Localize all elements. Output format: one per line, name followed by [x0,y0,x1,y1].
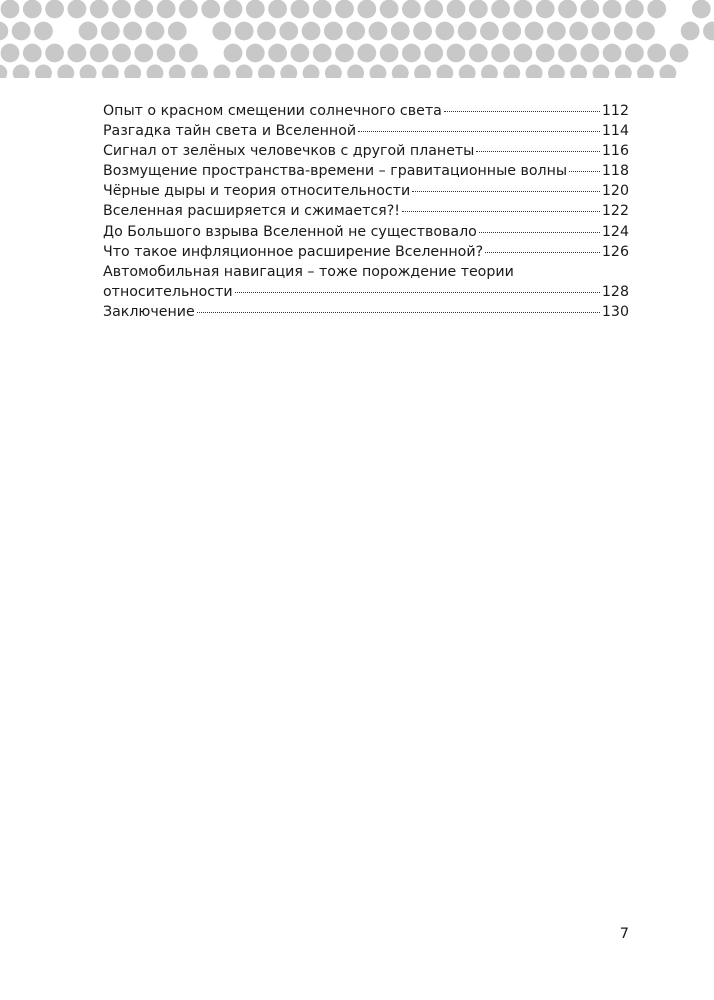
decorative-dot [580,44,599,63]
decorative-dot [201,0,220,18]
decorative-dot [80,65,97,78]
decorative-dot [35,65,52,78]
toc-entry[interactable] [103,141,629,161]
decorative-dot [592,22,611,41]
decorative-dot [302,22,321,41]
decorative-dot [369,65,386,78]
decorative-dot [536,44,555,63]
decorative-dot [380,44,399,63]
decorative-dot [592,65,609,78]
decorative-dot [168,22,187,41]
decorative-dot [146,22,165,41]
decorative-dot [313,44,332,63]
decorative-dot [101,22,120,41]
decorative-dot [68,0,87,18]
decorative-dot [224,44,243,63]
decorative-dot [134,44,153,63]
decorative-dot [179,44,198,63]
decorative-dot [424,44,443,63]
decorative-dot [469,0,488,18]
decorative-dot [0,22,8,41]
toc-entry[interactable] [103,121,629,141]
decorative-dot [279,22,298,41]
decorative-dot [647,44,666,63]
decorative-dot [459,65,476,78]
toc-entry[interactable] [103,222,629,242]
decorative-dot [79,22,98,41]
toc-dot-leader [476,151,600,152]
toc-entry-title: Чёрные дыры и теория относительности [103,183,411,200]
decorative-dot [357,0,376,18]
decorative-dot [402,44,421,63]
decorative-dot [134,0,153,18]
decorative-dot [34,22,53,41]
decorative-dot [526,65,543,78]
decorative-dot [614,22,633,41]
decorative-dot [681,22,700,41]
toc-dot-leader [444,111,600,112]
toc-entry[interactable] [103,101,629,121]
decorative-dot [268,0,287,18]
decorative-dot [558,0,577,18]
decorative-dot [491,44,510,63]
decorative-dot [325,65,342,78]
toc-entry-page: 112 [601,103,629,119]
decorative-dot [402,0,421,18]
decorative-dot [548,65,565,78]
decorative-dot [637,65,654,78]
toc-entry[interactable] [103,181,629,201]
decorative-dot [447,44,466,63]
decorative-dot [480,22,499,41]
decorative-dot [224,0,243,18]
toc-entry-title-line2: относительности [103,283,233,300]
decorative-dot [603,0,622,18]
decorative-dot [502,22,521,41]
decorative-dot [436,65,453,78]
decorative-dot [413,22,432,41]
decorative-dot [212,22,231,41]
toc-entry[interactable] [103,242,629,262]
decorative-dot [246,0,265,18]
toc-entry-title: Вселенная расширяется и сжимается?! [103,203,400,220]
toc-dot-leader [485,252,600,253]
decorative-dot [625,44,644,63]
toc-entry-title-line1: Автомобильная навигация – тоже порождение теории [103,263,514,280]
toc-entry-page: 114 [601,123,629,140]
toc-entry-page: 128 [601,283,629,300]
toc-dot-leader [358,131,600,132]
decorative-dot [57,65,74,78]
toc-entry-line2 [103,282,629,302]
decorative-dot [670,44,689,63]
decorative-dot [503,65,520,78]
decorative-dot [45,44,64,63]
decorative-dot [435,22,454,41]
table-of-contents [103,101,629,322]
decorative-dot [23,44,42,63]
decorative-dot [347,65,364,78]
decorative-dot [636,22,655,41]
decorative-dot [157,44,176,63]
toc-entry[interactable] [103,201,629,221]
toc-entry-page: 130 [601,303,629,320]
decorative-dot [491,0,510,18]
toc-entry-multiline[interactable] [103,262,629,302]
decorative-dot [414,65,431,78]
toc-entry-title: До Большого взрыва Вселенной не существовало [103,223,477,240]
decorative-dot [569,22,588,41]
decorative-dot [458,22,477,41]
toc-dot-leader [235,292,600,293]
decorative-dot [570,65,587,78]
toc-entry-page: 124 [601,223,629,240]
toc-entry-page: 122 [601,203,629,220]
decorative-dot [123,22,142,41]
decorative-dot [258,65,275,78]
toc-entry-title: Возмущение пространства-времени – гравитационные волны [103,163,568,180]
decorative-dot [1,44,20,63]
decorative-dot [447,0,466,18]
decorative-dot [23,0,42,18]
toc-dot-leader [412,191,600,192]
toc-dot-leader [479,232,600,233]
decorative-dot [391,22,410,41]
decorative-dot [536,0,555,18]
decorative-dot [146,65,163,78]
decorative-dot [392,65,409,78]
decorative-dot [324,22,343,41]
decorative-dot [346,22,365,41]
decorative-dot [558,44,577,63]
decorative-dot [169,65,186,78]
decorative-dot-band [0,0,714,78]
toc-entry-title: Что такое инфляционное расширение Вселенной? [103,243,484,260]
decorative-dot [335,0,354,18]
decorative-dot [357,44,376,63]
decorative-dot [124,65,141,78]
decorative-dot [213,65,230,78]
toc-entry[interactable] [103,302,629,322]
decorative-dot [603,44,622,63]
toc-dot-leader [569,171,600,172]
decorative-dot [236,65,253,78]
decorative-dot [703,22,714,41]
decorative-dot [659,65,676,78]
decorative-dot [179,0,198,18]
decorative-dot [424,0,443,18]
decorative-dot [514,44,533,63]
toc-entry[interactable] [103,161,629,181]
decorative-dot [280,65,297,78]
decorative-dot [291,44,310,63]
toc-entry-title: Заключение [103,303,195,320]
decorative-dot [692,0,711,18]
decorative-dot [191,65,208,78]
decorative-dot [481,65,498,78]
decorative-dot [547,22,566,41]
decorative-dot [90,0,109,18]
decorative-dot [157,0,176,18]
toc-entry-title: Сигнал от зелёных человечков с другой планеты [103,143,475,160]
decorative-dot [102,65,119,78]
page-number: 7 [619,926,629,942]
decorative-dot [303,65,320,78]
decorative-dot [90,44,109,63]
decorative-dot [112,44,131,63]
decorative-dot [0,65,7,78]
decorative-dot [335,44,354,63]
toc-entry-page: 116 [601,143,629,160]
toc-dot-leader [402,211,600,212]
decorative-dot [313,0,332,18]
toc-entry-title: Опыт о красном смещении солнечного света [103,103,442,119]
toc-entry-page: 126 [601,243,629,260]
toc-entry-page: 118 [601,163,629,180]
decorative-dot [625,0,644,18]
decorative-dot [369,22,388,41]
decorative-dot [112,0,131,18]
decorative-dot [1,0,20,18]
toc-entry-page: 120 [601,183,629,200]
decorative-dot [647,0,666,18]
toc-dot-leader [197,312,600,313]
decorative-dot [580,0,599,18]
toc-entry-title: Разгадка тайн света и Вселенной [103,123,357,140]
decorative-dot [380,0,399,18]
decorative-dot [45,0,64,18]
decorative-dot [13,65,30,78]
decorative-dot [469,44,488,63]
decorative-dot [615,65,632,78]
decorative-dot [12,22,31,41]
decorative-dot [291,0,310,18]
decorative-dot [268,44,287,63]
decorative-dot [514,0,533,18]
decorative-dot [257,22,276,41]
decorative-dot [525,22,544,41]
decorative-dot [246,44,265,63]
decorative-dot [68,44,87,63]
decorative-dot [235,22,254,41]
